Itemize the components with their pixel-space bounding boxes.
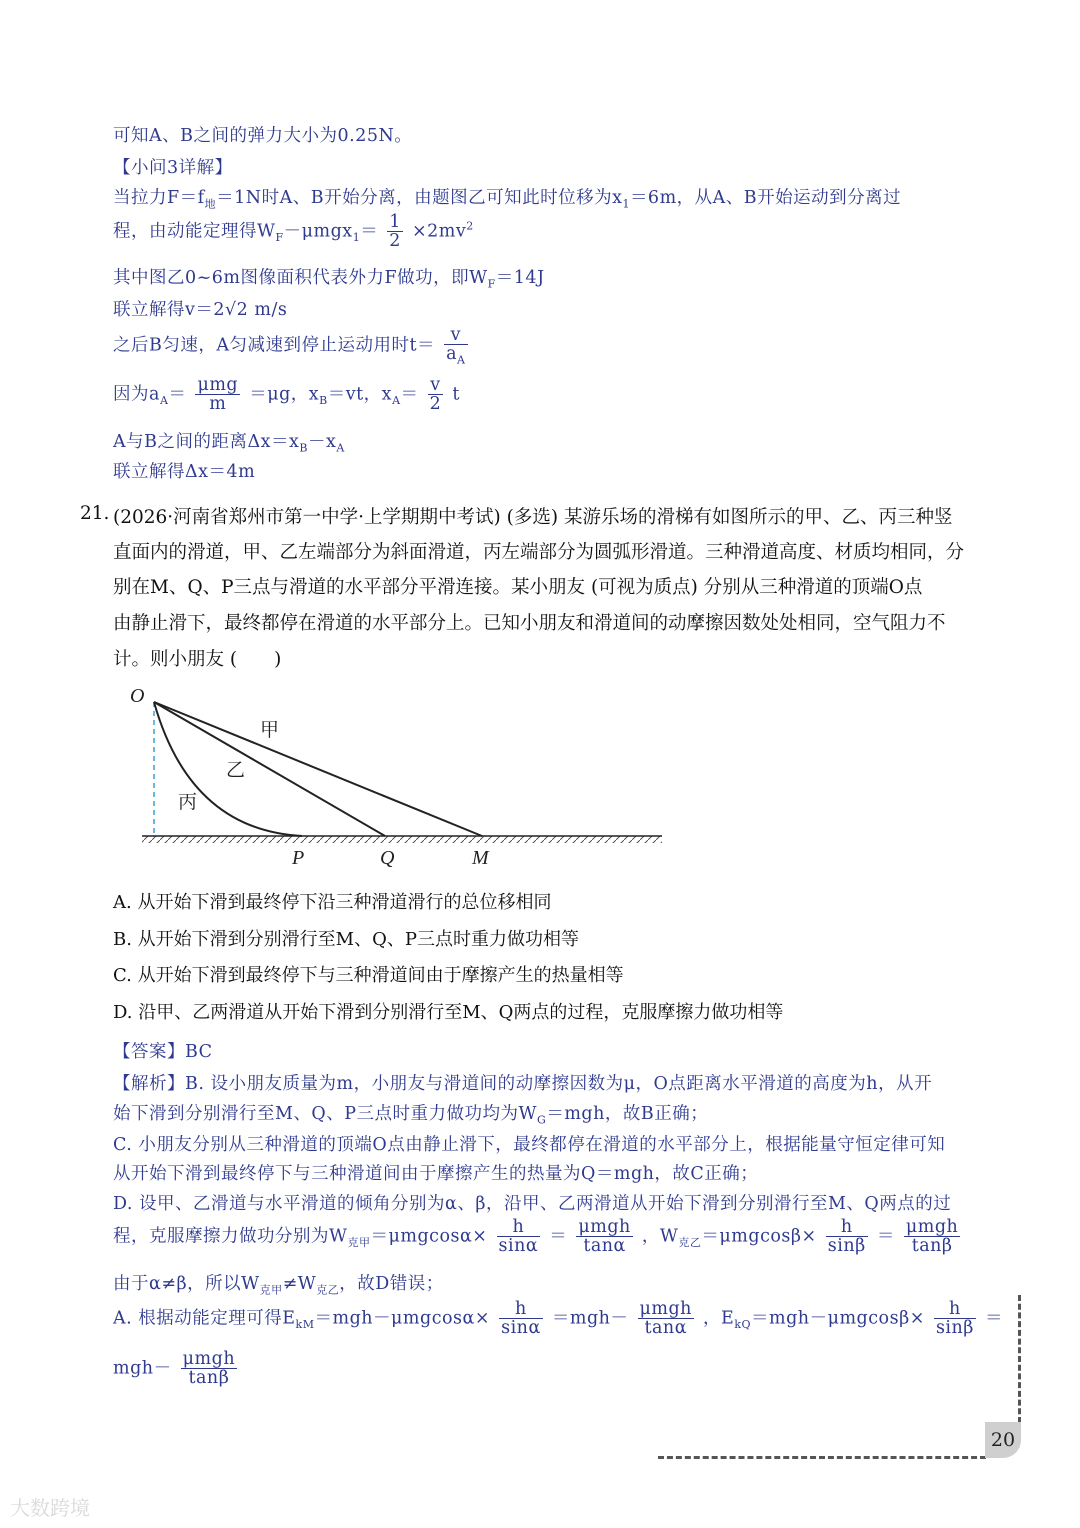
solution-line-5: 其中图乙0~6m图像面积代表外力F做功，即$W_F=14J$ [113,268,545,291]
ground-hatch [142,836,662,843]
solution-line-3: 当拉力$F=f_地=1N$时A、B开始分离，由题图乙可知此时位移为$x_1=6m$，从A、B开始运动到分离过 [113,188,902,211]
label-yi: 乙 [226,759,246,781]
solution-line-8: 因为$a_A=$ $\frac{\text{μmg}}{m}$ ＝μg，$x_B=vt$，$x_A=$ $\frac{v}{2}$ t [113,375,460,415]
question-line-4: 由静止滑下，最终都停在滑道的水平部分上。已知小朋友和滑道间的动摩擦因数处处相同，空气阻力不 [113,613,946,634]
question-line-2: 直面内的滑道，甲、乙左端部分为斜面滑道，丙左端部分为圆弧形滑道。三种滑道高度、材质均相同，分 [113,542,965,563]
answer-label: 【答案】BC [113,1042,213,1062]
watermark: 大数跨境 [10,1496,90,1520]
analysis-line-8: A. 根据动能定理可得$E_{kM}=mgh-\mu mgcos\alpha\times$ $\frac{h}{\sin\alpha}$ ＝mgh－ $\frac{\text{μmgh}}{\tan\alpha}$ ，$E_{kQ}=mgh-\mu mgcos\beta\times$ $\frac{h}{\sin\beta}$ ＝ [113,1299,1003,1339]
analysis-line-9: mgh－ $\frac{\text{μmgh}}{\tan\beta}$ [113,1349,236,1389]
option-c: C. 从开始下滑到最终停下与三种滑道间由于摩擦产生的热量相等 [113,965,624,986]
option-b: B. 从开始下滑到分别滑行至M、Q、P三点时重力做功相等 [113,929,579,950]
label-bing: 丙 [178,791,198,813]
question-line-3: 别在M、Q、P三点与滑道的水平部分平滑连接。某小朋友 (可视为质点) 分别从三种滑道的顶端O点 [113,577,923,598]
label-M: M [472,847,489,869]
page-number: 20 [985,1422,1021,1458]
solution-line-6: 联立解得v＝2√2 m/s [113,300,288,320]
analysis-line-2: 始下滑到分别滑行至M、Q、P三点时重力做功均为$W_G=mgh$，故B正确； [113,1104,709,1127]
solution-line-7: 之后B匀速，A匀减速到停止运动用时t＝ $\frac{v}{a_A}$ [113,325,466,367]
page-corner-dash-horizontal [658,1456,986,1459]
page-corner-dash-vertical [1018,1295,1021,1423]
analysis-line-7: 由于α≠β，所以$W_{克甲}\ne W_{克乙}$，故D错误； [113,1274,444,1297]
analysis-line-5: D. 设甲、乙滑道与水平滑道的倾角分别为α、β，沿甲、乙两滑道从开始下滑到分别滑行至M、Q两点的过 [113,1194,952,1214]
solution-line-4: 程，由动能定理得$W_F-\mu mgx_1=$ $\frac{1}{2}$ $\times 2mv^2$ [113,212,474,252]
solution-line-10: 联立解得Δx＝4m [113,462,256,482]
analysis-line-1: 【解析】B. 设小朋友质量为m，小朋友与滑道间的动摩擦因数为μ，O点距离水平滑道的高度为h，从开 [113,1074,933,1094]
solution-line-9: A与B之间的距离$\Delta x=x_B-x_A$ [113,432,345,455]
question-line-1: (2026·河南省郑州市第一中学·上学期期中考试) (多选) 某游乐场的滑梯有如图所示的甲、乙、丙三种竖 [113,507,953,528]
question-number: 21. [80,503,110,524]
subquestion-3-heading: 【小问3详解】 [113,158,233,178]
label-P: P [292,847,305,869]
label-O: O [130,685,145,707]
slide-jia [154,702,482,836]
option-a: A. 从开始下滑到最终停下沿三种滑道滑行的总位移相同 [113,892,552,913]
label-Q: Q [380,847,395,869]
label-jia: 甲 [260,719,280,741]
question-line-5: 计。则小朋友 ( ) [113,649,282,670]
analysis-line-6: 程，克服摩擦力做功分别为$W_{克甲}=\mu mgcos\alpha\times$ $\frac{h}{\sin\alpha}$ ＝ $\frac{\text{μmgh}}{\tan\alpha}$ ，$W_{克乙}=\mu mgcos\beta\times$ $\frac{h}{\sin\beta}$ ＝ $\frac{\text{μmgh}}{\tan\beta}$ [113,1217,959,1257]
analysis-line-3: C. 小朋友分别从三种滑道的顶端O点由静止滑下，最终都停在滑道的水平部分上，根据能量守恒定律可知 [113,1135,946,1155]
slide-figure [120,680,680,880]
analysis-line-4: 从开始下滑到最终停下与三种滑道间由于摩擦产生的热量为Q＝mgh，故C正确； [113,1164,759,1184]
option-d: D. 沿甲、乙两滑道从开始下滑到分别滑行至M、Q两点的过程，克服摩擦力做功相等 [113,1002,784,1023]
solution-line-1: 可知A、B之间的弹力大小为0.25N。 [113,126,413,146]
